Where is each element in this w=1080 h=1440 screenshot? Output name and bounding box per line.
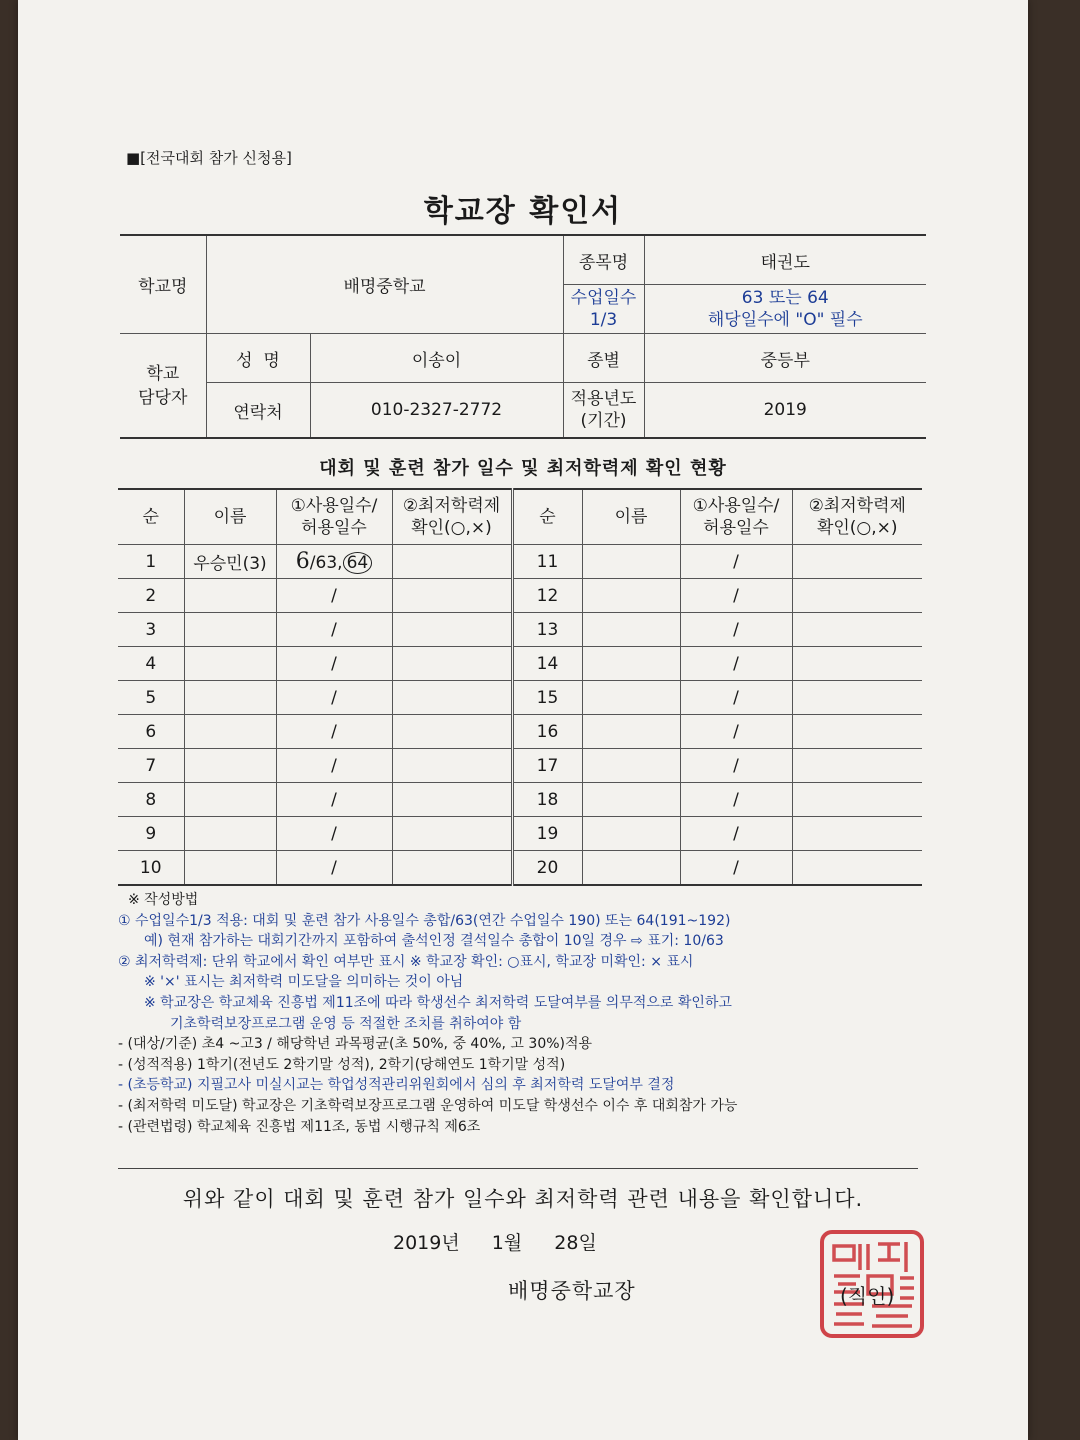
attendance-table [118,488,922,886]
table-row [118,579,922,613]
name-value: 이송이 [310,334,563,383]
table-row [118,613,922,647]
seal-label: (직인) [840,1284,895,1308]
note-2c: ※ 학교장은 학교체육 진흥법 제11조에 따라 학생선수 최저학력 도달여부를 의무적으로 확인하고 [144,994,732,1011]
detail-4: - (최저학력 미도달) 학교장은 기초학력보장프로그램 운영하여 미도달 학생선수 이수 후 대회참가 가능 [118,1097,738,1114]
school-value: 배명중학교 [206,235,563,334]
year-label: 적용년도 (기간) [563,383,644,439]
row-min-edu-2 [792,851,922,886]
divider [118,1168,918,1169]
row-no-2: 19 [512,817,582,851]
row-used: / [276,851,392,886]
row-min-edu-2 [792,749,922,783]
row-name-2 [582,749,680,783]
row-used: / [276,579,392,613]
row-min-edu [392,545,512,579]
row-used: / [276,783,392,817]
note-1a: ① 수업일수1/3 적용: 대회 및 훈련 참가 사용일수 총합/63(연간 수업일수 190) 또는 64(191~192) [118,912,731,929]
row-used-2: / [680,783,792,817]
row-no: 5 [118,681,184,715]
row-used-2: / [680,579,792,613]
note-1b: 예) 현재 참가하는 대회기간까지 포함하여 출석인정 결석일수 총합이 10일 경우 ⇨ 표기: 10/63 [144,933,724,950]
detail-3: - (초등학교) 지필고사 미실시교는 학업성적관리위원회에서 심의 후 최저학력 도달여부 결정 [118,1077,675,1094]
attendance-header-row [118,489,922,545]
page-title: 학교장 확인서 [423,194,623,229]
row-name [184,613,276,647]
date-year: 2019년 [393,1232,460,1254]
signer: 배명중학교장 [508,1279,636,1303]
detail-1: - (대상/기준) 초4 ~고3 / 해당학년 과목평균(초 50%, 중 40%, 고 30%)적용 [118,1036,593,1053]
year-value: 2019 [644,383,926,439]
contact-value: 010-2327-2772 [310,383,563,439]
row-used: / [276,613,392,647]
row-no: 4 [118,647,184,681]
row-used-2: / [680,681,792,715]
sport-value: 태권도 [644,235,926,285]
row-used-handwritten: 6/63, 64 [276,545,392,579]
row-name [184,851,276,886]
school-label: 학교명 [120,235,206,334]
row-no-2: 12 [512,579,582,613]
row-used: / [276,647,392,681]
row-no-2: 15 [512,681,582,715]
row-name-2 [582,579,680,613]
header-used: ①사용일수/ 허용일수 [276,489,392,545]
school-info-table [120,234,926,439]
row-name [184,749,276,783]
row-min-edu [392,715,512,749]
table-row [118,715,922,749]
row-used: / [276,681,392,715]
row-name [184,817,276,851]
detail-5: - (관련법령) 학교체육 진흥법 제11조, 동법 시행규칙 제6조 [118,1118,481,1135]
row-name [184,681,276,715]
row-used-2: / [680,817,792,851]
issue-date [393,1228,623,1255]
row-used: / [276,749,392,783]
manager-label: 학교 담당자 [120,334,206,439]
row-no-2: 20 [512,851,582,886]
row-min-edu [392,647,512,681]
row-min-edu [392,613,512,647]
row-min-edu [392,783,512,817]
header-min-edu: ②최저학력제 확인(○,×) [392,489,512,545]
row-min-edu-2 [792,579,922,613]
row-no: 1 [118,545,184,579]
row-name [184,783,276,817]
row-name-2 [582,851,680,886]
name-label: 성 명 [206,334,310,383]
header-name: 이름 [184,489,276,545]
detail-2: - (성적적용) 1학기(전년도 2학기말 성적), 2학기(당해연도 1학기말 성적) [118,1056,566,1073]
row-used: / [276,715,392,749]
row-used-2: / [680,613,792,647]
row-name-2 [582,783,680,817]
row-min-edu [392,817,512,851]
row-name-2 [582,545,680,579]
row-min-edu-2 [792,545,922,579]
row-used-2: / [680,647,792,681]
document-page [18,0,1028,1440]
row-min-edu [392,579,512,613]
row-min-edu-2 [792,613,922,647]
notes-heading: ※ 작성방법 [128,892,199,908]
row-no-2: 11 [512,545,582,579]
table-row [118,681,922,715]
row-min-edu [392,681,512,715]
row-no-2: 13 [512,613,582,647]
header-min-edu-2: ②최저학력제 확인(○,×) [792,489,922,545]
row-name [184,715,276,749]
row-min-edu [392,851,512,886]
table-row [118,817,922,851]
row-name [184,579,276,613]
form-tag: ■[전국대회 참가 신청용] [126,149,292,167]
row-no: 7 [118,749,184,783]
header-used-2: ①사용일수/ 허용일수 [680,489,792,545]
row-min-edu [392,749,512,783]
header-no-2: 순 [512,489,582,545]
row-name-2 [582,817,680,851]
sport-label: 종목명 [563,235,644,285]
row-name: 우승민(3) [184,545,276,579]
note-2d: 기초학력보장프로그램 운영 등 적절한 조치를 취하여야 함 [170,1015,522,1032]
row-no-2: 18 [512,783,582,817]
note-2a: ② 최저학력제: 단위 학교에서 확인 여부만 표시 ※ 학교장 확인: ○표시, 학교장 미확인: × 표시 [118,953,694,970]
row-min-edu-2 [792,681,922,715]
date-day: 28일 [554,1232,597,1254]
row-no: 2 [118,579,184,613]
row-name-2 [582,647,680,681]
row-no: 8 [118,783,184,817]
confirm-text: 위와 같이 대회 및 훈련 참가 일수와 최저학력 관련 내용을 확인합니다. [182,1187,864,1211]
attendance-title: 대회 및 훈련 참가 일수 및 최저학력제 확인 현황 [319,458,727,479]
category-value: 중등부 [644,334,926,383]
category-label: 종별 [563,334,644,383]
row-no-2: 17 [512,749,582,783]
date-month: 1월 [491,1232,523,1254]
instructions [118,890,938,1137]
row-used-2: / [680,545,792,579]
row-used-2: / [680,749,792,783]
row-used-2: / [680,851,792,886]
row-no-2: 16 [512,715,582,749]
row-min-edu-2 [792,817,922,851]
row-min-edu-2 [792,783,922,817]
row-min-edu-2 [792,715,922,749]
table-row [118,851,922,886]
row-name-2 [582,681,680,715]
note-2b: ※ '×' 표시는 최저학력 미도달을 의미하는 것이 아님 [144,974,464,991]
table-row [118,647,922,681]
days-value: 63 또는 64 해당일수에 "O" 필수 [644,285,926,334]
row-used-2: / [680,715,792,749]
row-no-2: 14 [512,647,582,681]
table-row [118,783,922,817]
header-name-2: 이름 [582,489,680,545]
row-no: 6 [118,715,184,749]
row-no: 10 [118,851,184,886]
row-name-2 [582,715,680,749]
row-name-2 [582,613,680,647]
table-row [118,545,922,579]
table-row [118,749,922,783]
row-no: 3 [118,613,184,647]
row-min-edu-2 [792,647,922,681]
header-no: 순 [118,489,184,545]
days-label: 수업일수 1/3 [563,285,644,334]
row-name [184,647,276,681]
row-used: / [276,817,392,851]
contact-label: 연락처 [206,383,310,439]
row-no: 9 [118,817,184,851]
